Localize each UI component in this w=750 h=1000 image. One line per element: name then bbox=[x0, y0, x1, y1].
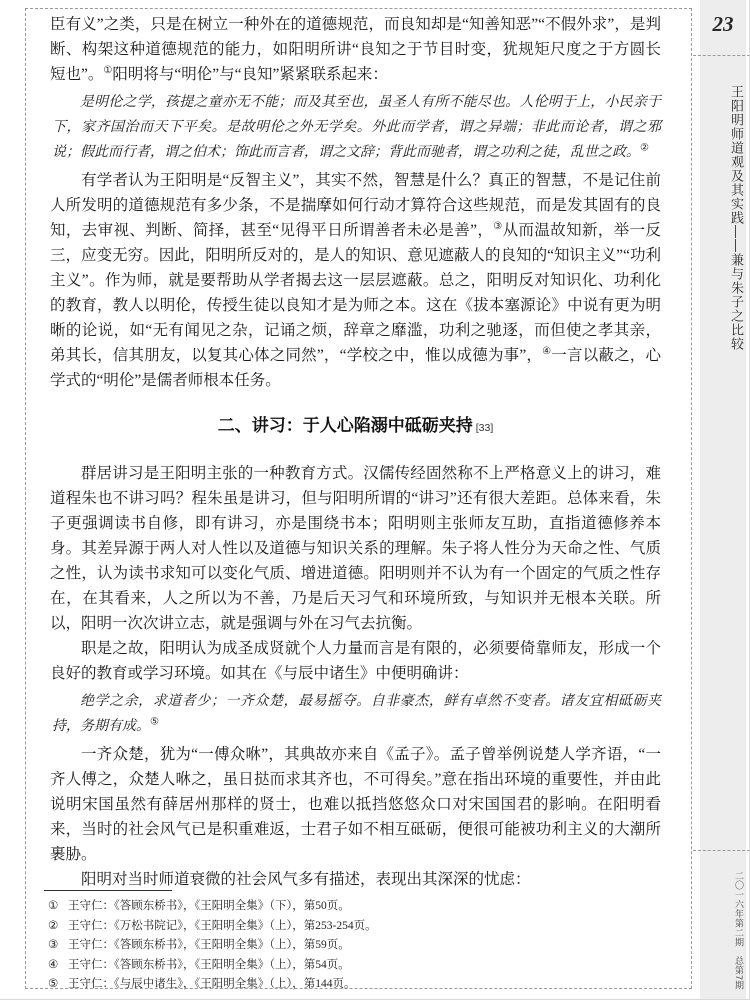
running-title-vertical: 王阳明师道观及其实践——兼与朱子之比较 bbox=[729, 85, 744, 351]
footnotes bbox=[48, 897, 668, 995]
footnote-item bbox=[48, 897, 668, 917]
text-segment: 一齐众楚，犹为“一傅众咻”，其典故亦来自《孟子》。孟子曾举例说楚人学齐语，“一齐人傅之，众楚人咻之，虽日挞而求其齐也，不可得矣。”意在指出环境的重要性，并由此说明宋国虽然有薛居州那样的贤士，也难以抵挡悠悠众口对宋国国君的影响。在阳明看来，当时的社会风气已是积重难返，士君子如不相互砥砺，便很可能被功利主义的大潮所裹胁。 bbox=[50, 746, 661, 863]
footnote-text: 王守仁：《答顾东桥书》，《王阳明全集》（上），第54页。 bbox=[68, 958, 350, 971]
paragraph-continuation bbox=[50, 12, 661, 87]
page-number: 23 bbox=[712, 12, 734, 36]
text-segment: 群居讲习是王阳明主张的一种教育方式。汉儒传经固然称不上严格意义上的讲习，难道程朱也不讲习吗？程朱虽是讲习，但与阳明所谓的“讲习”还有很大差距。总体来看，朱子更强调读书自修，即有讲习，亦是围绕书本；阳明则主张师友互助，直指道德修养本身。其差异源于两人对人性以及道德与知识关系的理解。朱子将人性分为天命之性、气质之性，认为读书求知可以变化气质、增进道德。阳明则并不认为有一个固定的气质之性存在，在其看来，人之所以为不善，乃是后天习气和环境所致，与知识并无根本关联。所以，阳明一次次讲立志，就是强调与外在习气去抗衡。 bbox=[50, 465, 661, 632]
footnote-text: 王守仁：《答顾东桥书》，《王阳明全集》（下），第50页。 bbox=[68, 900, 350, 912]
footnote-ref-2: ② bbox=[640, 142, 649, 154]
text-segment: 有学者认为王阳明是“反智主义”，其实不然，智慧是什么？真正的智慧，不是记住前人所发明的道德规范有多少条，不是揣摩如何行动才算符合这些规范，而是发其固有的良知，去审视、判断、简择，甚至“见得平日所谓善者未必是善”， bbox=[50, 172, 661, 239]
section-heading-ref: [33] bbox=[475, 422, 494, 434]
footnote-separator bbox=[44, 890, 172, 891]
text-segment: 绝学之余，求道者少；一齐众楚，最易摇夺。自非豪杰，鲜有卓然不变者。诸友宜相砥砺夹持，务期有成。 bbox=[52, 694, 661, 734]
footnote-ref-3: ③ bbox=[493, 220, 503, 232]
footnote-text: 王守仁：《万松书院记》，《王阳明全集》（上），第253-254页。 bbox=[68, 919, 377, 932]
text-segment: 阳明将与“明伦”与“良知”紧紧联系起来： bbox=[112, 66, 388, 83]
footnote-item bbox=[48, 975, 668, 995]
footnote-ref-5: ⑤ bbox=[150, 716, 159, 728]
section-heading-text: 二、讲习：于人心陷溺中砥砺夹持 bbox=[217, 416, 473, 435]
sidebar-divider-bottom bbox=[693, 850, 750, 851]
text-segment: 阳明对当时师道衰微的社会风气多有描述，表现出其深深的忧虑： bbox=[81, 871, 531, 888]
footnote-item bbox=[48, 917, 668, 937]
issue-info-vertical bbox=[700, 868, 746, 993]
issue-gap bbox=[700, 947, 746, 956]
text-segment: 是明伦之学，孩提之童亦无不能；而及其至也，虽圣人有所不能尽也。人伦明于上，小民亲于下，家齐国治而天下平矣。是故明伦之外无学矣。外此而学者，谓之异端；非此而论者，谓之邪说；假此而行者，谓之伯术；饰此而言者，谓之文辞；背此而驰者，谓之功利之徒，乱世之政。 bbox=[52, 95, 661, 160]
issue-year-term: 二〇一六年第二期 bbox=[734, 870, 744, 947]
paragraph bbox=[50, 742, 661, 867]
block-quote-chenzhong bbox=[52, 689, 661, 739]
footnote-item bbox=[48, 936, 668, 956]
footnote-ref-1: ① bbox=[103, 64, 113, 76]
text-segment: 从而温故知新，举一反三，应变无穷。因此，阳明所反对的，是人的知识、意见遮蔽人的良知的“知识主义”“功利主义”。作为师，就是要帮助从学者揭去这一层层遮蔽。总之，阳明反对知识化、功利化的教育，教人以明伦，传授生徒以良知才是为师之本。这在《拔本塞源论》中说有更为明晰的论说，如“无有闻见之杂，记诵之烦，辞章之靡滥，功利之驰逐，而但使之孝其亲，弟其长，信其朋友，以复其心体之同然”，“学校之中，惟以成德为事”， bbox=[50, 222, 661, 364]
paragraph bbox=[50, 867, 661, 892]
footnote-number: ② bbox=[48, 919, 59, 932]
sidebar-divider-top bbox=[693, 55, 750, 56]
text-segment: 职是之故，阳明认为成圣成贤就个人力量而言是有限的，必须要倚靠师友，形成一个良好的教育或学习环境。如其在《与辰中诸生》中便明确讲： bbox=[50, 640, 661, 682]
footnote-text: 王守仁：《与辰中诸生》，《王阳明全集》（上），第144页。 bbox=[68, 978, 356, 990]
footnote-ref-4: ④ bbox=[542, 345, 552, 357]
paragraph bbox=[50, 168, 661, 393]
block-quote-minglun bbox=[52, 90, 661, 165]
paragraph bbox=[50, 636, 661, 686]
footnote-number: ③ bbox=[48, 939, 59, 951]
footnote-item bbox=[48, 956, 668, 976]
footnote-number: ④ bbox=[48, 958, 59, 971]
section-heading bbox=[50, 413, 661, 441]
footnote-number: ① bbox=[48, 900, 59, 912]
issue-total: 总第7期 bbox=[734, 955, 744, 990]
paragraph bbox=[50, 461, 661, 636]
text-segment: 一言以蔽之，心学式的“明伦”是儒者师根本任务。 bbox=[50, 347, 661, 389]
footnote-number: ⑤ bbox=[48, 978, 59, 990]
text-segment: 臣有义”之类，只是在树立一种外在的道德规范，而良知却是“知善知恶”“不假外求”，是判断、构架这种道德规范的能力，如阳明所讲“良知之于节目时变，犹规矩尺度之于方圆长短也”。 bbox=[50, 16, 661, 83]
footnote-text: 王守仁：《答顾东桥书》，《王阳明全集》（上），第59页。 bbox=[68, 939, 350, 951]
article-body bbox=[50, 12, 661, 892]
